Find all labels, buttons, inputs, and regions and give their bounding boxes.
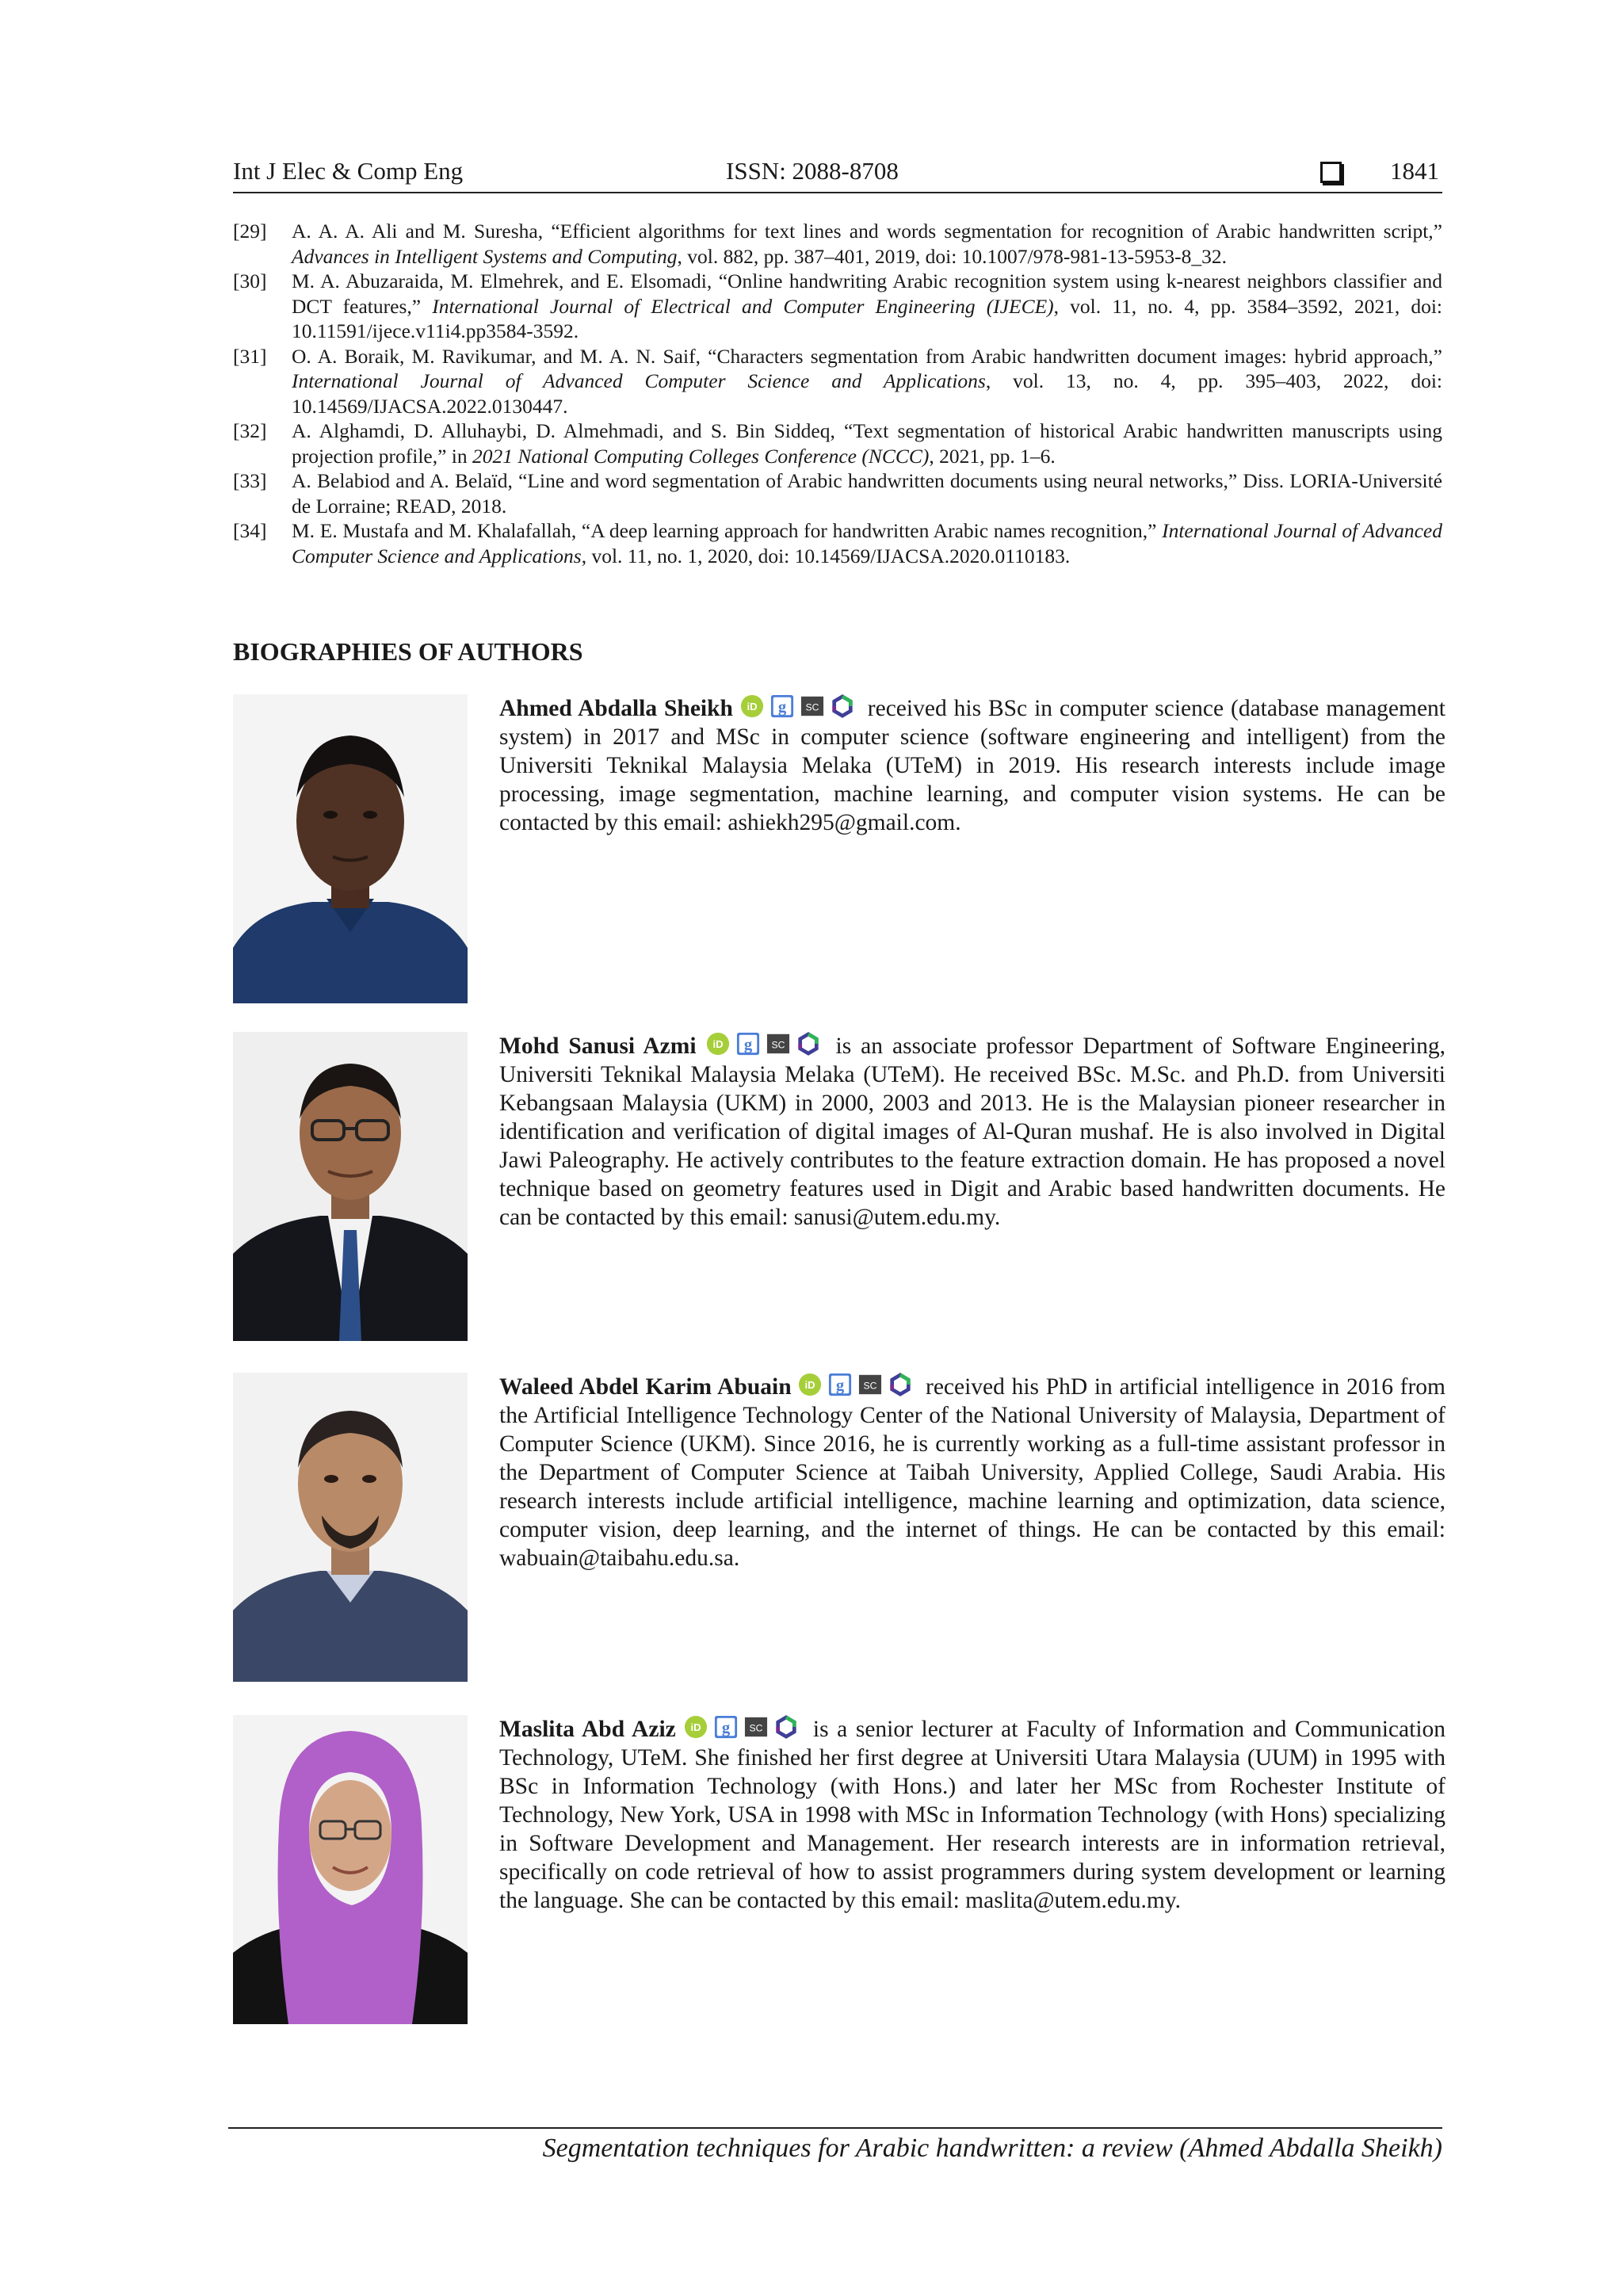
publons-icon[interactable] bbox=[831, 694, 854, 718]
reference-number: [34] bbox=[233, 519, 267, 542]
author-photo bbox=[233, 1032, 468, 1341]
issn: ISSN: 2088-8708 bbox=[726, 157, 899, 185]
publons-icon[interactable] bbox=[796, 1032, 820, 1056]
author-name: Waleed Abdel Karim Abuain bbox=[499, 1374, 792, 1400]
bio-text bbox=[499, 1715, 1445, 1915]
author-photo bbox=[233, 1715, 468, 2024]
reference-text: M. E. Mustafa and M. Khalafallah, “A deep learning approach for handwritten Arabic names recognition,” International Journal of Advanced Computer Science and Applications, vol. 11, no. 1, 2020, doi: 10.14569/IJACSA.2020.0110183. bbox=[292, 519, 1442, 567]
reference-item bbox=[233, 518, 1442, 568]
square-bullet-icon bbox=[1320, 162, 1342, 183]
reference-item bbox=[233, 418, 1442, 468]
orcid-icon[interactable] bbox=[798, 1373, 822, 1396]
page-header bbox=[233, 155, 1442, 193]
reference-number: [32] bbox=[233, 419, 267, 442]
reference-item bbox=[233, 219, 1442, 269]
bio-text bbox=[499, 1032, 1445, 1232]
reference-text: A. Alghamdi, D. Alluhaybi, D. Almehmadi, and S. Bin Siddeq, “Text segmentation of historical Arabic handwritten manuscripts using projection profile,” in 2021 National Computing Colleges Conference (NCCC), 2021, pp. 1–6. bbox=[292, 419, 1442, 468]
reference-item bbox=[233, 269, 1442, 344]
reference-number: [29] bbox=[233, 220, 267, 243]
author-name: Ahmed Abdalla Sheikh bbox=[499, 696, 733, 721]
reference-text: A. A. A. Ali and M. Suresha, “Efficient algorithms for text lines and words segmentation for recognition of Arabic handwritten script,” Advances in Intelligent Systems and Computing, vol. 882, pp. 387–401, 2019, doi: 10.1007/978-981-13-5953-8_32. bbox=[292, 220, 1442, 268]
author-name: Mohd Sanusi Azmi bbox=[499, 1033, 697, 1059]
reference-number: [31] bbox=[233, 344, 267, 368]
orcid-icon[interactable] bbox=[684, 1715, 708, 1739]
bio-description: is a senior lecturer at Faculty of Information and Communication Technology, UTeM. She finished her first degree at Universiti Utara Malaysia (UUM) in 1995 with BSc in Information Technology (with Hons.) and later her MSc from Rochester Institute of Technology, New York, USA in 1998 with MSc in Information Technology (with Hons) specializing in Software Development and Management. Her research interests are in information retrieval, specifically on code retrieval of how to assist programmers during system development or learning the language. She can be contacted by this email: maslita@utem.edu.my. bbox=[499, 1717, 1446, 1913]
reference-text: A. Belabiod and A. Belaïd, “Line and word segmentation of Arabic handwritten documents using neural networks,” Diss. LORIA-Université de Lorraine; READ, 2018. bbox=[292, 469, 1442, 518]
orcid-icon[interactable] bbox=[740, 694, 764, 718]
section-title: BIOGRAPHIES OF AUTHORS bbox=[233, 637, 583, 666]
publons-icon[interactable] bbox=[774, 1715, 798, 1739]
google-scholar-icon[interactable] bbox=[714, 1715, 738, 1739]
bio-description: received his PhD in artificial intelligence in 2016 from the Artificial Intelligence Technology Center of the National University of Malaysia, Department of Computer Science (UKM). Since 2016, he is currently working as a full-time assistant professor in the Department of Computer Science at Taibah University, Applied College, Saudi Arabia. His research interests include artificial intelligence, machine learning and optimization, data science, computer vision, deep learning, and the internet of things. He can be contacted by this email: wabuain@taibahu.edu.sa. bbox=[499, 1374, 1446, 1571]
journal-name: Int J Elec & Comp Eng bbox=[233, 157, 464, 185]
author-name: Maslita Abd Aziz bbox=[499, 1717, 676, 1742]
page-number: 1841 bbox=[1390, 157, 1439, 185]
bio-text bbox=[499, 694, 1445, 837]
reference-text: O. A. Boraik, M. Ravikumar, and M. A. N. Saif, “Characters segmentation from Arabic handwritten document images: hybrid approach,” International Journal of Advanced Computer Science and Applications, vol. 13, no. 4, pp. 395–403, 2022, doi: 10.14569/IJACSA.2022.0130447. bbox=[292, 344, 1442, 418]
author-photo bbox=[233, 1373, 468, 1682]
publons-icon[interactable] bbox=[888, 1373, 912, 1396]
bio-description: received his BSc in computer science (database management system) in 2017 and MSc in computer science (software engineering and intelligent) from the Universiti Teknikal Malaysia Melaka (UTeM) in 2019. His research interests include image processing, image segmentation, machine learning, and computer vision systems. He can be contacted by this email: ashiekh295@gmail.com. bbox=[499, 696, 1446, 835]
orcid-icon[interactable] bbox=[706, 1032, 730, 1056]
scopus-icon[interactable] bbox=[800, 694, 824, 718]
scopus-icon[interactable] bbox=[858, 1373, 882, 1396]
scopus-icon[interactable] bbox=[744, 1715, 768, 1739]
google-scholar-icon[interactable] bbox=[770, 694, 794, 718]
google-scholar-icon[interactable] bbox=[828, 1373, 852, 1396]
reference-list bbox=[233, 219, 1442, 568]
scopus-icon[interactable] bbox=[766, 1032, 790, 1056]
reference-item bbox=[233, 468, 1442, 518]
bio-text bbox=[499, 1373, 1445, 1572]
page-footer: Segmentation techniques for Arabic handwritten: a review (Ahmed Abdalla Sheikh) bbox=[542, 2134, 1442, 2163]
footer-rule bbox=[228, 2127, 1442, 2129]
reference-text: M. A. Abuzaraida, M. Elmehrek, and E. Elsomadi, “Online handwriting Arabic recognition system using k-nearest neighbors classifier and DCT features,” International Journal of Electrical and Computer Engineering (IJECE), vol. 11, no. 4, pp. 3584–3592, 2021, doi: 10.11591/ijece.v11i4.pp3584-3592. bbox=[292, 269, 1443, 342]
reference-item bbox=[233, 344, 1442, 419]
author-photo bbox=[233, 694, 468, 1003]
google-scholar-icon[interactable] bbox=[736, 1032, 760, 1056]
bio-description: is an associate professor Department of Software Engineering, Universiti Teknikal Malaysia Melaka (UTeM). He received BSc. M.Sc. and Ph.D. from Universiti Kebangsaan Malaysia (UKM) in 2000, 2003 and 2013. He is the Malaysian pioneer researcher in identification and verification of digital images of Al-Quran mushaf. He is also involved in Digital Jawi Paleography. He actively contributes to the feature extraction domain. He has proposed a novel technique based on geometry features used in Digit and Arabic based handwritten documents. He can be contacted by this email: sanusi@utem.edu.my. bbox=[499, 1033, 1446, 1230]
reference-number: [30] bbox=[233, 269, 267, 292]
reference-number: [33] bbox=[233, 469, 267, 492]
